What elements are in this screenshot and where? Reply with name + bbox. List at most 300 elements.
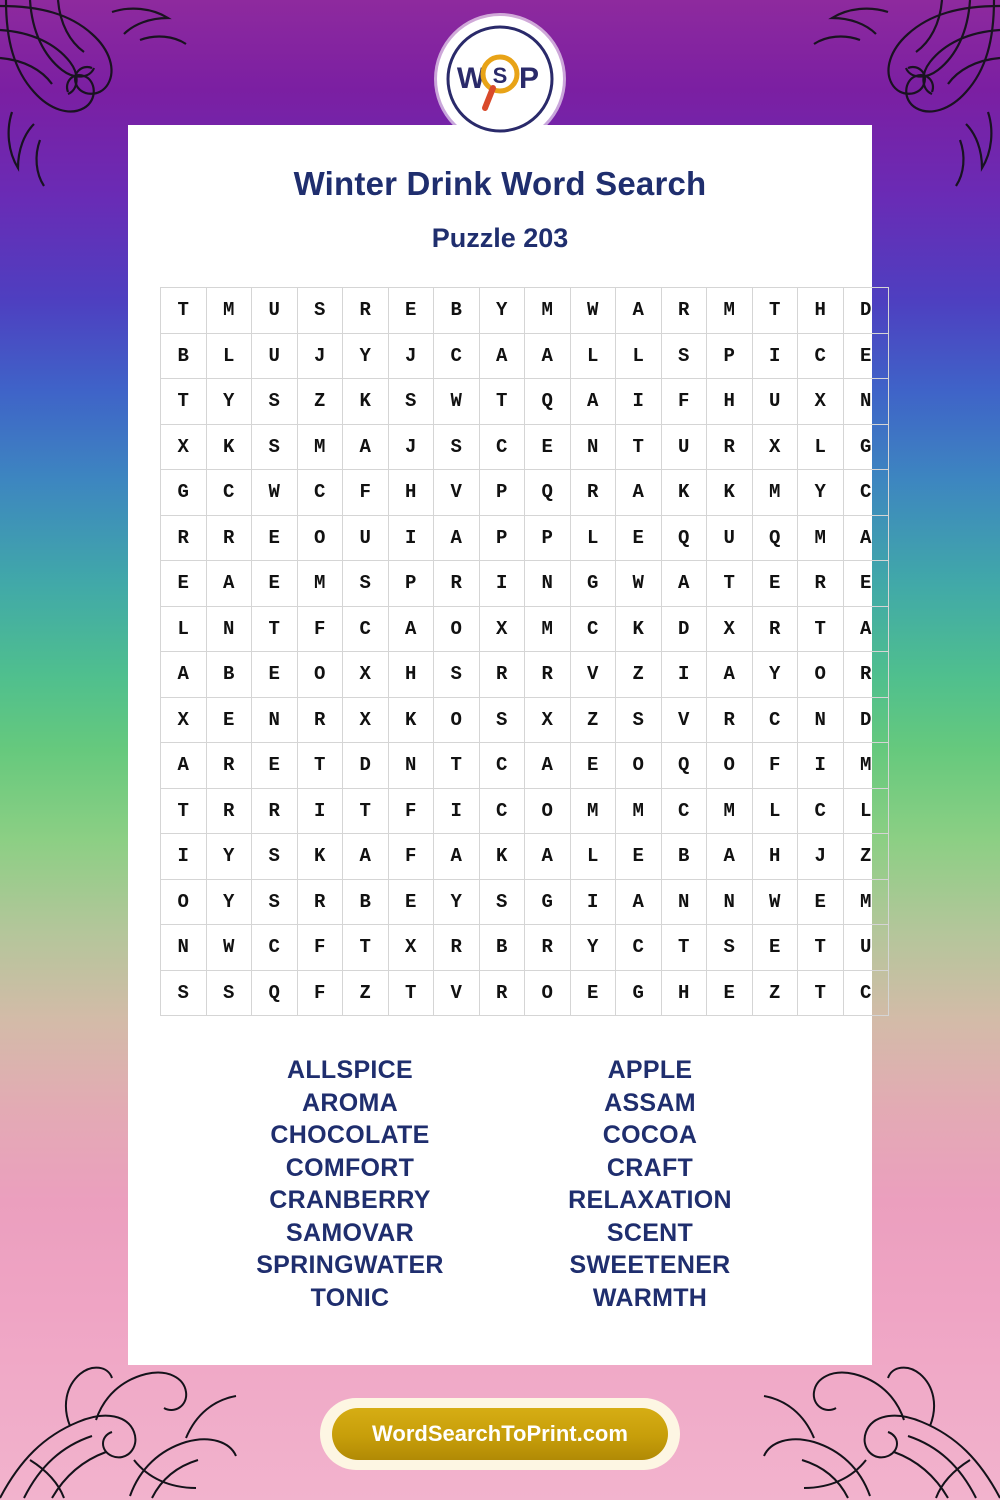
grid-cell[interactable]: K [661,470,707,516]
svg-text:W: W [456,62,486,95]
grid-cell[interactable]: Q [252,970,298,1016]
word-search-grid[interactable] [160,287,889,1016]
grid-cell[interactable]: C [616,925,662,971]
grid-cell[interactable]: E [388,879,434,925]
grid-cell[interactable]: E [798,879,844,925]
word-list-item: WARMTH [592,1283,708,1312]
grid-cell[interactable]: V [570,652,616,698]
svg-text:S: S [492,63,508,88]
grid-cell[interactable]: S [252,379,298,425]
grid-cell[interactable]: E [252,561,298,607]
grid-cell[interactable]: E [843,561,889,607]
grid-cell[interactable]: B [661,834,707,880]
grid-cell[interactable]: C [661,788,707,834]
grid-cell[interactable]: Z [570,697,616,743]
word-list-item: ASSAM [604,1088,696,1117]
grid-cell[interactable]: T [434,743,480,789]
grid-cell[interactable]: N [161,925,207,971]
grid-cell[interactable]: I [616,379,662,425]
grid-cell[interactable]: X [479,606,525,652]
grid-cell[interactable]: Y [570,925,616,971]
grid-cell[interactable]: V [661,697,707,743]
grid-cell[interactable]: G [525,879,571,925]
grid-cell[interactable]: F [752,743,798,789]
grid-cell[interactable]: D [843,697,889,743]
grid-cell[interactable]: U [752,379,798,425]
grid-cell[interactable]: T [343,925,389,971]
grid-cell[interactable]: T [297,743,343,789]
grid-cell[interactable]: R [479,970,525,1016]
grid-cell[interactable]: T [252,606,298,652]
grid-cell[interactable]: P [388,561,434,607]
grid-cell[interactable]: A [843,515,889,561]
grid-cell[interactable]: F [661,379,707,425]
grid-cell[interactable]: O [297,515,343,561]
grid-row [161,743,889,789]
svg-text:P: P [518,62,540,95]
grid-cell[interactable]: I [388,515,434,561]
grid-cell[interactable]: K [616,606,662,652]
grid-cell[interactable]: F [388,834,434,880]
word-list-item: SPRINGWATER [256,1251,444,1279]
grid-cell[interactable]: I [161,834,207,880]
grid-cell[interactable]: H [388,652,434,698]
grid-cell[interactable]: X [161,697,207,743]
grid-cell[interactable]: A [343,834,389,880]
grid-row [161,379,889,425]
grid-cell[interactable]: U [661,424,707,470]
grid-cell[interactable]: E [206,697,252,743]
grid-cell[interactable]: Y [479,288,525,334]
grid-cell[interactable]: L [161,606,207,652]
grid-cell[interactable]: Y [343,333,389,379]
grid-cell[interactable]: R [525,652,571,698]
grid-cell[interactable]: F [297,970,343,1016]
grid-cell[interactable]: L [752,788,798,834]
grid-cell[interactable]: M [525,288,571,334]
grid-cell[interactable]: A [161,652,207,698]
grid-cell[interactable]: I [752,333,798,379]
grid-cell[interactable]: E [616,515,662,561]
grid-cell[interactable]: M [297,424,343,470]
grid-cell[interactable]: E [252,652,298,698]
grid-cell[interactable]: N [525,561,571,607]
grid-cell[interactable]: S [661,333,707,379]
grid-cell[interactable]: S [252,834,298,880]
grid-cell[interactable]: P [707,333,753,379]
grid-cell[interactable]: Y [206,879,252,925]
grid-cell[interactable]: H [707,379,753,425]
footer-website-inner [332,1408,668,1460]
grid-row [161,925,889,971]
grid-cell[interactable]: B [434,288,480,334]
grid-cell[interactable]: S [252,424,298,470]
grid-cell[interactable]: F [388,788,434,834]
grid-cell[interactable]: R [707,697,753,743]
grid-cell[interactable]: M [297,561,343,607]
puzzle-sheet [128,125,872,1365]
grid-cell[interactable]: E [388,288,434,334]
grid-row [161,697,889,743]
grid-cell[interactable]: F [297,925,343,971]
grid-row [161,424,889,470]
word-list-item: AROMA [302,1088,398,1117]
grid-cell[interactable]: N [388,743,434,789]
grid-cell[interactable]: C [343,606,389,652]
grid-cell[interactable]: M [752,470,798,516]
grid-cell[interactable]: O [798,652,844,698]
word-list-item: ALLSPICE [286,1056,414,1084]
grid-cell[interactable]: A [707,834,753,880]
grid-row [161,470,889,516]
grid-cell[interactable]: P [479,470,525,516]
grid-cell[interactable]: C [434,333,480,379]
grid-cell[interactable]: C [843,470,889,516]
grid-cell[interactable]: R [661,288,707,334]
grid-cell[interactable]: R [206,515,252,561]
grid-cell[interactable]: T [388,970,434,1016]
grid-cell[interactable]: T [161,379,207,425]
grid-cell[interactable]: S [161,970,207,1016]
grid-cell[interactable]: I [661,652,707,698]
grid-cell[interactable]: C [479,424,525,470]
grid-cell[interactable]: J [798,834,844,880]
grid-row [161,561,889,607]
grid-cell[interactable]: A [206,561,252,607]
grid-cell[interactable]: G [616,970,662,1016]
grid-cell[interactable]: Y [434,879,480,925]
grid-cell[interactable]: N [206,606,252,652]
logo-badge [437,16,563,142]
grid-cell[interactable]: A [570,379,616,425]
grid-cell[interactable]: O [434,606,480,652]
grid-cell[interactable]: A [661,561,707,607]
grid-cell[interactable]: R [343,288,389,334]
grid-cell[interactable]: C [752,697,798,743]
grid-cell[interactable]: Q [661,515,707,561]
grid-cell[interactable]: U [252,288,298,334]
grid-cell[interactable]: C [479,788,525,834]
grid-cell[interactable]: C [798,333,844,379]
grid-row [161,515,889,561]
grid-cell[interactable]: C [479,743,525,789]
grid-cell[interactable]: S [479,697,525,743]
grid-cell[interactable]: V [434,470,480,516]
grid-cell[interactable]: W [616,561,662,607]
grid-cell[interactable]: I [798,743,844,789]
grid-cell[interactable]: X [388,925,434,971]
grid-cell[interactable]: S [616,697,662,743]
grid-cell[interactable]: Y [752,652,798,698]
grid-cell[interactable]: B [479,925,525,971]
grid-cell[interactable]: D [843,288,889,334]
grid-cell[interactable]: C [252,925,298,971]
grid-cell[interactable]: F [297,606,343,652]
grid-cell[interactable]: R [525,925,571,971]
grid-cell[interactable]: R [707,424,753,470]
grid-cell[interactable]: L [798,424,844,470]
grid-cell[interactable]: O [297,652,343,698]
grid-cell[interactable]: I [434,788,480,834]
grid-cell[interactable]: F [343,470,389,516]
grid-cell[interactable]: A [434,515,480,561]
grid-cell[interactable]: X [343,697,389,743]
grid-cell[interactable]: U [343,515,389,561]
grid-cell[interactable]: L [570,333,616,379]
grid-cell[interactable]: S [707,925,753,971]
grid-cell[interactable]: T [661,925,707,971]
page-title: Winter Drink Word Search [293,165,707,202]
grid-cell[interactable]: X [752,424,798,470]
grid-cell[interactable]: C [843,970,889,1016]
grid-cell[interactable]: A [843,606,889,652]
grid-cell[interactable]: A [616,470,662,516]
grid-cell[interactable]: W [570,288,616,334]
grid-cell[interactable]: E [843,333,889,379]
word-list-item: TONIC [310,1283,390,1312]
grid-cell[interactable]: L [570,834,616,880]
grid-cell[interactable]: T [798,606,844,652]
grid-cell[interactable]: T [798,925,844,971]
grid-cell[interactable]: K [297,834,343,880]
grid-cell[interactable]: K [707,470,753,516]
grid-cell[interactable]: S [434,652,480,698]
grid-row [161,333,889,379]
word-list-column-left [200,1054,500,1314]
grid-cell[interactable]: N [252,697,298,743]
grid-cell[interactable]: Y [206,379,252,425]
grid-cell[interactable]: M [707,788,753,834]
grid-cell[interactable]: L [206,333,252,379]
grid-cell[interactable]: U [843,925,889,971]
grid-cell[interactable]: X [525,697,571,743]
grid-row [161,834,889,880]
word-list-item: SAMOVAR [285,1218,415,1247]
grid-cell[interactable]: R [798,561,844,607]
grid-cell[interactable]: H [752,834,798,880]
grid-cell[interactable]: H [661,970,707,1016]
puzzle-number: Puzzle 203 [431,223,569,253]
grid-cell[interactable]: O [434,697,480,743]
grid-cell[interactable]: C [206,470,252,516]
grid-cell[interactable]: B [161,333,207,379]
grid-cell[interactable]: J [388,424,434,470]
grid-cell[interactable]: A [525,834,571,880]
grid-cell[interactable]: E [570,743,616,789]
word-list-item: COCOA [602,1121,698,1149]
grid-cell[interactable]: I [297,788,343,834]
grid-cell[interactable]: I [479,561,525,607]
grid-cell[interactable]: A [388,606,434,652]
grid-row [161,606,889,652]
grid-cell[interactable]: R [161,515,207,561]
grid-cell[interactable]: M [616,788,662,834]
grid-cell[interactable]: G [161,470,207,516]
grid-cell[interactable]: N [843,379,889,425]
grid-cell[interactable]: P [479,515,525,561]
footer-website-label: WordSearchToPrint.com [372,1421,628,1446]
grid-cell[interactable]: U [707,515,753,561]
grid-cell[interactable]: T [752,288,798,334]
grid-cell[interactable]: M [798,515,844,561]
grid-cell[interactable]: S [479,879,525,925]
grid-cell[interactable]: A [525,743,571,789]
grid-cell[interactable]: Y [798,470,844,516]
grid-cell[interactable]: L [616,333,662,379]
grid-cell[interactable]: Q [525,470,571,516]
grid-cell[interactable]: K [479,834,525,880]
grid-cell[interactable]: O [525,970,571,1016]
grid-cell[interactable]: K [388,697,434,743]
grid-cell[interactable]: S [434,424,480,470]
grid-cell[interactable]: T [161,788,207,834]
grid-cell[interactable]: D [343,743,389,789]
grid-cell[interactable]: Z [343,970,389,1016]
grid-cell[interactable]: W [434,379,480,425]
grid-cell[interactable]: R [297,879,343,925]
grid-row [161,652,889,698]
grid-cell[interactable]: X [161,424,207,470]
grid-cell[interactable]: S [252,879,298,925]
grid-cell[interactable]: E [707,970,753,1016]
grid-cell[interactable]: R [479,652,525,698]
grid-cell[interactable]: E [752,925,798,971]
grid-cell[interactable]: X [343,652,389,698]
grid-cell[interactable]: W [752,879,798,925]
grid-cell[interactable]: N [707,879,753,925]
grid-cell[interactable]: R [752,606,798,652]
grid-cell[interactable]: B [343,879,389,925]
grid-cell[interactable]: N [798,697,844,743]
word-list-item: SCENT [606,1218,694,1247]
grid-cell[interactable]: R [206,743,252,789]
word-list-item: CRAFT [606,1153,694,1182]
grid-cell[interactable]: L [843,788,889,834]
grid-cell[interactable]: P [525,515,571,561]
grid-cell[interactable]: N [661,879,707,925]
grid-cell[interactable]: S [343,561,389,607]
grid-cell[interactable]: E [752,561,798,607]
grid-cell[interactable]: M [707,288,753,334]
grid-cell[interactable]: O [707,743,753,789]
grid-cell[interactable]: D [661,606,707,652]
grid-cell[interactable]: U [252,333,298,379]
grid-cell[interactable]: G [570,561,616,607]
grid-cell[interactable]: X [798,379,844,425]
grid-cell[interactable]: Z [616,652,662,698]
grid-cell[interactable]: A [525,333,571,379]
grid-cell[interactable]: L [570,515,616,561]
grid-cell[interactable]: V [434,970,480,1016]
grid-cell[interactable]: H [388,470,434,516]
grid-cell[interactable]: O [525,788,571,834]
grid-cell[interactable]: R [206,788,252,834]
grid-cell[interactable]: T [798,970,844,1016]
grid-cell[interactable]: T [479,379,525,425]
grid-cell[interactable]: J [297,333,343,379]
grid-cell[interactable]: S [297,288,343,334]
grid-cell[interactable]: A [479,333,525,379]
grid-cell[interactable]: J [388,333,434,379]
grid-cell[interactable]: Y [206,834,252,880]
grid-cell[interactable]: T [707,561,753,607]
grid-cell[interactable]: A [161,743,207,789]
grid-cell[interactable]: R [570,470,616,516]
grid-cell[interactable]: E [570,970,616,1016]
grid-cell[interactable]: Q [661,743,707,789]
grid-cell[interactable]: O [616,743,662,789]
grid-cell[interactable]: N [570,424,616,470]
grid-cell[interactable]: Z [843,834,889,880]
grid-cell[interactable]: S [388,379,434,425]
grid-cell[interactable]: Q [752,515,798,561]
grid-cell[interactable]: R [252,788,298,834]
wsp-logo-icon [445,24,555,134]
grid-row [161,788,889,834]
grid-cell[interactable]: H [798,288,844,334]
grid-cell[interactable]: O [161,879,207,925]
grid-cell[interactable]: A [343,424,389,470]
grid-row [161,970,889,1016]
grid-cell[interactable]: M [525,606,571,652]
grid-row [161,288,889,334]
grid-cell[interactable]: R [434,925,480,971]
grid-cell[interactable]: W [252,470,298,516]
grid-cell[interactable]: M [206,288,252,334]
grid-cell[interactable]: E [252,743,298,789]
grid-cell[interactable]: E [252,515,298,561]
grid-cell[interactable]: C [297,470,343,516]
footer-website-badge[interactable] [320,1398,680,1470]
grid-cell[interactable]: K [343,379,389,425]
grid-cell[interactable]: A [707,652,753,698]
word-list-column-right [500,1054,800,1314]
grid-cell[interactable]: E [525,424,571,470]
grid-cell[interactable]: G [843,424,889,470]
grid-cell[interactable]: T [616,424,662,470]
grid-cell[interactable]: M [843,743,889,789]
grid-cell[interactable]: X [707,606,753,652]
grid-cell[interactable]: I [570,879,616,925]
grid-cell[interactable]: K [206,424,252,470]
grid-cell[interactable]: Z [752,970,798,1016]
word-search-grid-wrapper [160,254,872,1016]
word-list-item: APPLE [607,1056,693,1084]
grid-cell[interactable]: Z [297,379,343,425]
grid-cell[interactable]: A [434,834,480,880]
grid-cell[interactable]: M [843,879,889,925]
grid-cell[interactable]: R [843,652,889,698]
grid-cell[interactable]: B [206,652,252,698]
grid-cell[interactable]: C [570,606,616,652]
grid-cell[interactable]: T [161,288,207,334]
grid-cell[interactable]: T [343,788,389,834]
grid-cell[interactable]: R [297,697,343,743]
grid-row [161,879,889,925]
grid-cell[interactable]: A [616,288,662,334]
word-list-item: COMFORT [285,1153,415,1182]
grid-cell[interactable]: E [161,561,207,607]
grid-cell[interactable]: C [798,788,844,834]
word-list-item: RELAXATION [568,1186,732,1214]
grid-cell[interactable]: R [434,561,480,607]
grid-cell[interactable]: Q [525,379,571,425]
grid-cell[interactable]: E [616,834,662,880]
grid-cell[interactable]: A [616,879,662,925]
grid-cell[interactable]: W [206,925,252,971]
grid-cell[interactable]: S [206,970,252,1016]
grid-cell[interactable]: M [570,788,616,834]
